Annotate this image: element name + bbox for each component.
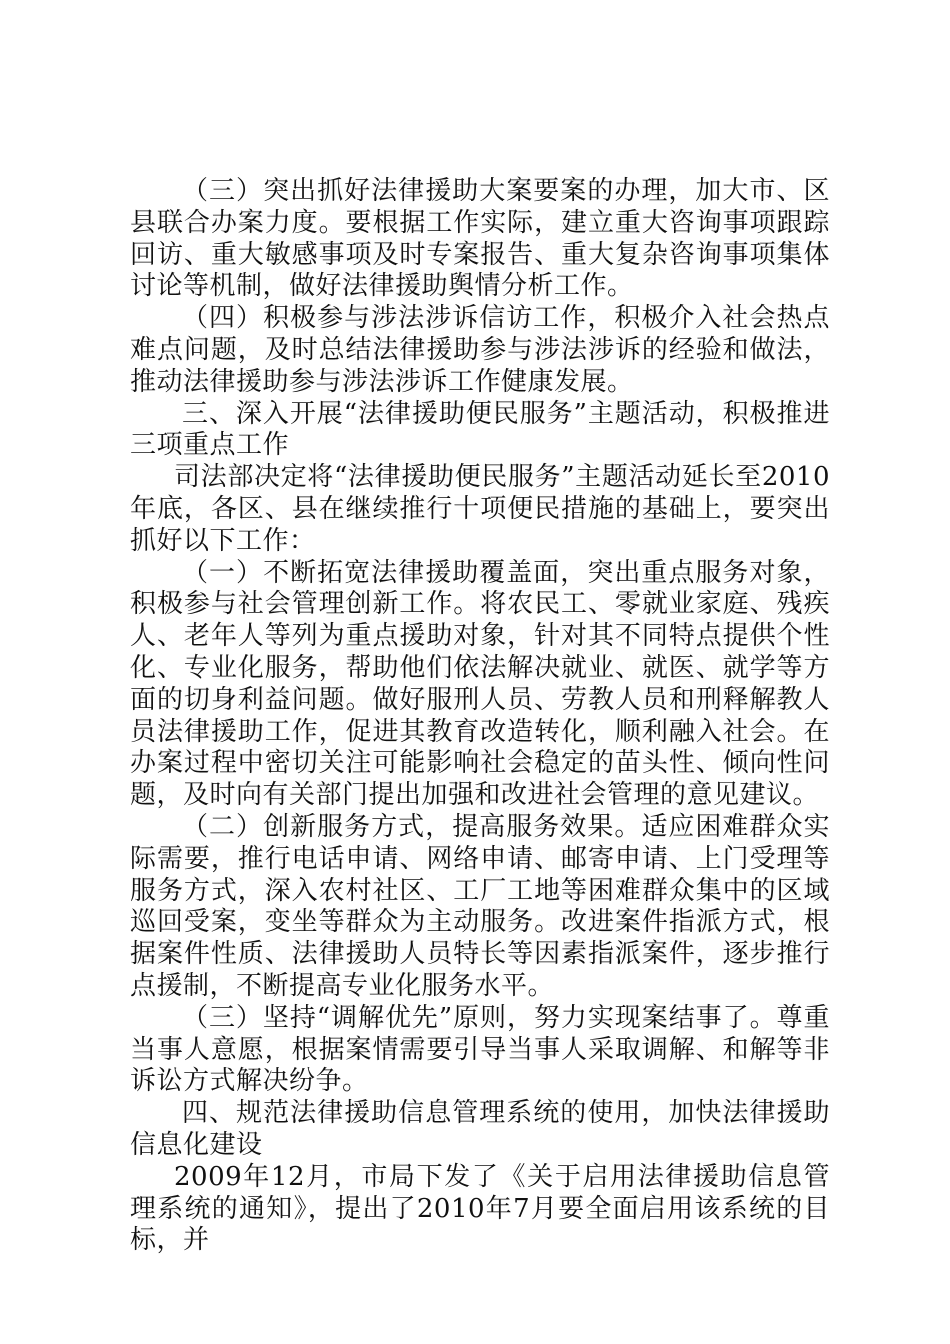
paragraph-section-3-item-1: （一）不断拓宽法律援助覆盖面，突出重点服务对象，积极参与社会管理创新工作。将农民工、零就业家庭、残疾人、老年人等列为重点援助对象，针对其不同特点提供个性化、专业化服务，帮助他们依法解决就业、就医、就学等方面的切身利益问题。做好服刑人员、劳教人员和刑释解教人员法律援助工作，促进其教育改造转化，顺利融入社会。在办案过程中密切关注可能影响社会稳定的苗头性、倾向性问题，及时向有关部门提出加强和改进社会管理的意见建议。 xyxy=(130,557,830,811)
heading-section-4: 四、规范法律援助信息管理系统的使用，加快法律援助信息化建设 xyxy=(130,1098,830,1160)
paragraph-section-3-item-2: （二）创新服务方式，提高服务效果。适应困难群众实际需要，推行电话申请、网络申请、邮寄申请、上门受理等服务方式，深入农村社区、工厂工地等困难群众集中的区域巡回受案，变坐等群众为主动服务。改进案件指派方式，根据案件性质、法律援助人员特长等因素指派案件，逐步推行点援制，不断提高专业化服务水平。 xyxy=(130,811,830,1001)
paragraph-section-2-item-3: （三）突出抓好法律援助大案要案的办理，加大市、区县联合办案力度。要根据工作实际，建立重大咨询事项跟踪回访、重大敏感事项及时专案报告、重大复杂咨询事项集体讨论等机制，做好法律援助舆情分析工作。 xyxy=(130,176,830,302)
paragraph-section-4-intro: 2009年12月，市局下发了《关于启用法律援助信息管理系统的通知》，提出了2010年7月要全面启用该系统的目标，并 xyxy=(130,1161,830,1256)
paragraph-section-2-item-4: （四）积极参与涉法涉诉信访工作，积极介入社会热点难点问题，及时总结法律援助参与涉法涉诉的经验和做法，推动法律援助参与涉法涉诉工作健康发展。 xyxy=(130,303,830,397)
heading-section-3: 三、深入开展“法律援助便民服务”主题活动，积极推进三项重点工作 xyxy=(130,398,830,461)
paragraph-section-3-item-3: （三）坚持“调解优先”原则，努力实现案结事了。尊重当事人意愿，根据案情需要引导当事人采取调解、和解等非诉讼方式解决纷争。 xyxy=(130,1002,830,1097)
paragraph-section-3-intro: 司法部决定将“法律援助便民服务”主题活动延长至2010年底，各区、县在继续推行十项便民措施的基础上，要突出抓好以下工作： xyxy=(130,462,830,556)
document-body xyxy=(130,176,830,1257)
